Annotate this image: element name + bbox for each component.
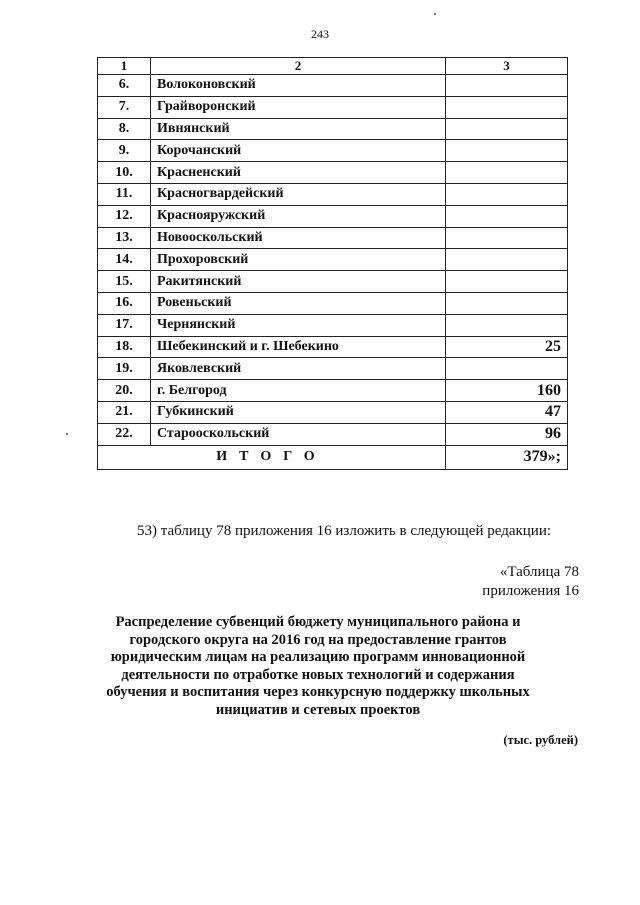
table-caption-line: «Таблица 78 xyxy=(499,564,579,580)
table-row xyxy=(98,140,568,162)
row-number: 15. xyxy=(98,271,151,293)
total-value: 379»; xyxy=(446,445,568,469)
district-value xyxy=(446,205,568,227)
units-label: (тыс. рублей) xyxy=(503,733,578,747)
table-row xyxy=(98,205,568,227)
district-value xyxy=(446,249,568,271)
district-value xyxy=(446,183,568,205)
scan-speck xyxy=(434,13,436,15)
district-name: Ровеньский xyxy=(151,292,446,314)
table-row xyxy=(98,292,568,314)
row-number: 20. xyxy=(98,380,151,402)
table-row xyxy=(98,249,568,271)
heading-line: инициатив и сетевых проектов xyxy=(215,701,421,718)
district-value xyxy=(446,314,568,336)
district-name: Красногвардейский xyxy=(151,183,446,205)
district-value: 25 xyxy=(446,336,568,358)
header-col-3: 3 xyxy=(446,58,568,75)
row-number: 13. xyxy=(98,227,151,249)
table-row xyxy=(98,314,568,336)
table-row xyxy=(98,401,568,423)
appendix-caption-line: приложения 16 xyxy=(482,583,579,599)
district-value xyxy=(446,75,568,97)
row-number: 22. xyxy=(98,423,151,445)
district-name: Волоконовский xyxy=(151,75,446,97)
table-header-row xyxy=(98,58,568,75)
district-value xyxy=(446,271,568,293)
district-name: Корочанский xyxy=(151,140,446,162)
table-row xyxy=(98,118,568,140)
header-col-2: 2 xyxy=(151,58,446,75)
row-number: 12. xyxy=(98,205,151,227)
district-name: Шебекинский и г. Шебекино xyxy=(151,336,446,358)
district-value xyxy=(446,96,568,118)
row-number: 16. xyxy=(98,292,151,314)
district-name: Старооскольский xyxy=(151,423,446,445)
district-name: Краснояружский xyxy=(151,205,446,227)
page-number: 243 xyxy=(311,27,329,41)
district-name: Грайворонский xyxy=(151,96,446,118)
heading-line: Распределение субвенций бюджету муниципального района и xyxy=(115,614,521,630)
header-col-1: 1 xyxy=(98,58,151,75)
heading-line: юридическим лицам на реализацию программ инновационной xyxy=(110,649,526,666)
district-name: Ивнянский xyxy=(151,118,446,140)
row-number: 19. xyxy=(98,358,151,380)
table-row xyxy=(98,183,568,205)
table-row xyxy=(98,162,568,184)
table-row xyxy=(98,227,568,249)
district-name: Красненский xyxy=(151,162,446,184)
table-total-row xyxy=(98,445,568,469)
district-name: Прохоровский xyxy=(151,249,446,271)
subvention-table xyxy=(97,57,568,470)
district-value: 160 xyxy=(446,380,568,402)
scan-speck xyxy=(66,433,68,435)
district-value: 47 xyxy=(446,401,568,423)
heading-line: обучения и воспитания через конкурсную поддержку школьных xyxy=(106,684,530,701)
district-value xyxy=(446,292,568,314)
district-value xyxy=(446,118,568,140)
row-number: 8. xyxy=(98,118,151,140)
table-row xyxy=(98,380,568,402)
heading-line: городского округа на 2016 год на предоставление грантов xyxy=(129,631,507,648)
row-number: 18. xyxy=(98,336,151,358)
district-name: Яковлевский xyxy=(151,358,446,380)
row-number: 10. xyxy=(98,162,151,184)
table-row xyxy=(98,271,568,293)
row-number: 14. xyxy=(98,249,151,271)
row-number: 17. xyxy=(98,314,151,336)
row-number: 9. xyxy=(98,140,151,162)
district-name: Новооскольский xyxy=(151,227,446,249)
table-row xyxy=(98,75,568,97)
heading-line: деятельности по отработке новых технологий и содержания xyxy=(121,666,515,683)
district-value xyxy=(446,227,568,249)
table-row xyxy=(98,336,568,358)
row-number: 21. xyxy=(98,401,151,423)
district-value xyxy=(446,162,568,184)
district-name: Ракитянский xyxy=(151,271,446,293)
instruction-paragraph: 53) таблицу 78 приложения 16 изложить в следующей редакции: xyxy=(137,523,552,539)
district-name: Чернянский xyxy=(151,314,446,336)
table-row xyxy=(98,358,568,380)
table-row xyxy=(98,96,568,118)
row-number: 7. xyxy=(98,96,151,118)
district-value xyxy=(446,358,568,380)
total-label: ИТОГО xyxy=(98,445,446,469)
district-name: Губкинский xyxy=(151,401,446,423)
district-value: 96 xyxy=(446,423,568,445)
district-value xyxy=(446,140,568,162)
row-number: 11. xyxy=(98,183,151,205)
district-name: г. Белгород xyxy=(151,380,446,402)
table-row xyxy=(98,423,568,445)
row-number: 6. xyxy=(98,75,151,97)
section-heading xyxy=(100,614,536,720)
